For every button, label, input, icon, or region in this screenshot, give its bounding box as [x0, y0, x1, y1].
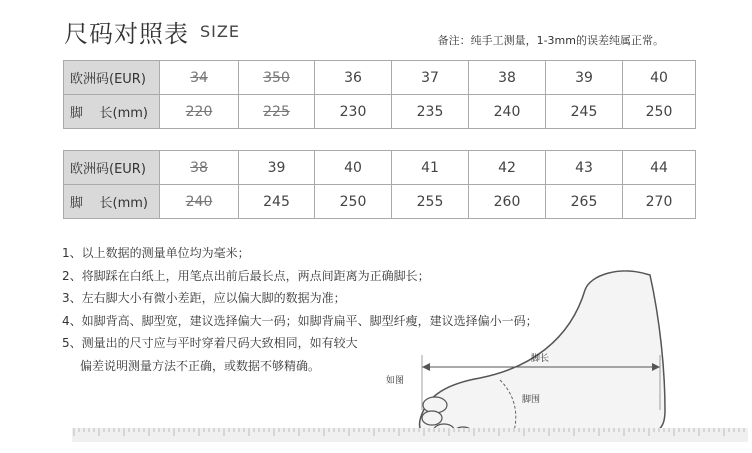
eur-cell: 40 — [315, 151, 392, 185]
page-subtitle: SIZE — [200, 22, 240, 41]
foot-length-cell: 235 — [392, 95, 469, 129]
page-title: 尺码对照表 — [64, 20, 189, 48]
ruler — [72, 428, 748, 442]
foot-length-cell: 240 — [160, 185, 239, 219]
figure-label-example: 如图 — [386, 376, 405, 386]
eur-cell: 38 — [160, 151, 239, 185]
foot-length-row — [64, 95, 696, 129]
eur-cell: 350 — [239, 61, 315, 95]
eur-header: 欧洲码(EUR) — [64, 151, 160, 185]
eur-cell: 38 — [469, 61, 546, 95]
eur-row — [64, 61, 696, 95]
note-item: 2、将脚踩在白纸上，用笔点出前后最长点，两点间距离为正确脚长； — [62, 268, 430, 283]
notes-list — [62, 242, 538, 377]
foot-length-cell: 245 — [239, 185, 315, 219]
eur-cell: 42 — [469, 151, 546, 185]
foot-length-cell: 260 — [469, 185, 546, 219]
foot-length-cell: 265 — [546, 185, 623, 219]
foot-length-cell: 270 — [623, 185, 696, 219]
note-item: 5、测量出的尺寸应与平时穿着尺码大致相同，如有较大 — [62, 336, 358, 350]
foot-length-cell: 255 — [392, 185, 469, 219]
figure-label-girth: 脚围 — [522, 395, 541, 405]
eur-cell: 36 — [315, 61, 392, 95]
eur-header: 欧洲码(EUR) — [64, 61, 160, 95]
note-item: 1、以上数据的测量单位均为毫米； — [62, 246, 250, 260]
eur-cell: 34 — [160, 61, 239, 95]
eur-cell: 40 — [623, 61, 696, 95]
eur-cell: 39 — [546, 61, 623, 95]
foot-length-cell: 225 — [239, 95, 315, 129]
foot-length-cell: 250 — [623, 95, 696, 129]
foot-length-header: 脚 长(mm) — [64, 185, 160, 219]
size-table-2 — [63, 150, 696, 219]
eur-row — [64, 151, 696, 185]
note-item: 4、如脚背高、脚型宽，建议选择偏大一码；如脚背扁平、脚型纤瘦，建议选择偏小一码； — [62, 313, 538, 328]
foot-length-cell: 230 — [315, 95, 392, 129]
note-item: 3、左右脚大小有微小差距，应以偏大脚的数据为准； — [62, 291, 346, 305]
foot-length-header: 脚 长(mm) — [64, 95, 160, 129]
note-item: 偏差说明测量方法不正确，或数据不够精确。 — [80, 358, 321, 373]
foot-length-cell: 250 — [315, 185, 392, 219]
foot-length-row — [64, 185, 696, 219]
foot-length-cell: 245 — [546, 95, 623, 129]
size-table-1 — [63, 60, 696, 129]
eur-cell: 41 — [392, 151, 469, 185]
foot-length-cell: 240 — [469, 95, 546, 129]
eur-cell: 43 — [546, 151, 623, 185]
measurement-note: 备注：纯手工测量，1-3mm的误差纯属正常。 — [437, 34, 664, 47]
eur-cell: 44 — [623, 151, 696, 185]
foot-length-cell: 220 — [160, 95, 239, 129]
eur-cell: 39 — [239, 151, 315, 185]
eur-cell: 37 — [392, 61, 469, 95]
figure-label-length: 脚长 — [531, 354, 550, 364]
